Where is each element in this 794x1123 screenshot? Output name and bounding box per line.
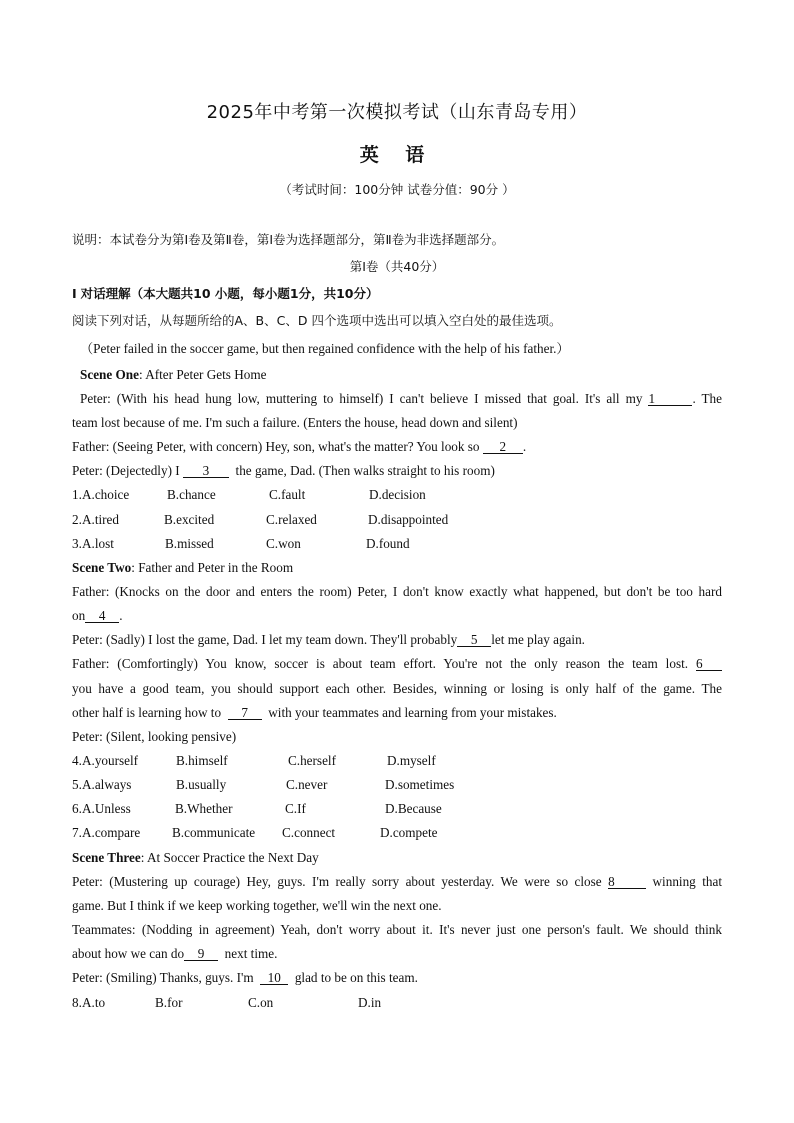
question-number: 5. (72, 777, 82, 792)
option-a: A.compare (82, 825, 141, 840)
text-segment: on (72, 608, 86, 623)
answer-blank-7: 7 (228, 706, 262, 720)
passage-line (72, 439, 722, 455)
option-b: B.chance (167, 487, 216, 502)
exam-note: 说明：本试卷分为第Ⅰ卷及第Ⅱ卷，第Ⅰ卷为选择题部分，第Ⅱ卷为非选择题部分。 (72, 232, 505, 247)
option-d: D.myself (387, 753, 436, 768)
text-segment: about how we can do (72, 946, 185, 961)
section-heading (72, 286, 722, 302)
option-b: B.usually (176, 777, 227, 792)
option-a: A.to (82, 995, 106, 1010)
text-segment: . (522, 439, 527, 454)
scene-two-title: Scene Two (72, 560, 132, 575)
option-b: B.Whether (175, 801, 233, 816)
passage-line: Teammates: (Nodding in agreement) Yeah, don't worry about it. It's never just one person's fault. We should think (72, 922, 722, 937)
option-b: B.himself (176, 753, 228, 768)
option-d: D.sometimes (385, 777, 455, 792)
text-segment: other half is learning how to (72, 705, 222, 720)
passage-line: you have a good team, you should support each other. Besides, winning or losing is only half of the game. The (72, 681, 722, 696)
text-segment: . (119, 608, 123, 623)
question-number: 7. (72, 825, 82, 840)
option-a: A.choice (82, 487, 130, 502)
scene-one-heading (80, 367, 730, 383)
section-directions: 阅读下列对话，从每题所给的A、B、C、D 四个选项中选出可以填入空白处的最佳选项。 (72, 313, 562, 328)
option-c: C.connect (282, 825, 336, 840)
answer-blank-5: 5 (457, 633, 491, 647)
passage-line: Peter: (Silent, looking pensive) (72, 729, 237, 744)
passage-line (72, 463, 722, 479)
text-segment: . The (692, 391, 723, 406)
text-segment: next time. (224, 946, 278, 961)
passage-line (72, 608, 722, 624)
text-segment: Father: (Seeing Peter, with concern) Hey, son, what's the matter? You look so (72, 439, 480, 454)
question-number: 6. (72, 801, 82, 816)
option-a: A.Unless (82, 801, 131, 816)
text-segment: Peter: (With his head hung low, muttering to himself) I can't believe I missed that goal. It's all my (80, 391, 643, 406)
answer-blank-1: 1 (648, 392, 692, 406)
part-title: 第Ⅰ卷（共40分） (349, 259, 445, 274)
text-segment: glad to be on this team. (294, 970, 418, 985)
answer-blank-8: 8 (608, 875, 646, 889)
passage-line (72, 705, 722, 721)
passage-line: game. But I think if we keep working together, we'll win the next one. (72, 898, 442, 913)
question-number: 1. (72, 487, 82, 502)
option-d: D.Because (385, 801, 442, 816)
passage-line (72, 632, 722, 648)
section-detail: （本大题共10 小题，每小题1分，共10分） (130, 286, 379, 301)
text-segment: winning that (652, 874, 722, 889)
text-segment: Peter: (Dejectedly) I (72, 463, 180, 478)
option-d: D.compete (380, 825, 438, 840)
scene-three-title: Scene Three (72, 850, 141, 865)
option-d: D.found (366, 536, 410, 551)
option-c: C.on (248, 995, 274, 1010)
question-number: 4. (72, 753, 82, 768)
option-a: A.tired (82, 512, 119, 527)
text-segment: the game, Dad. (Then walks straight to his room) (235, 463, 495, 478)
scene-one-title: Scene One (80, 367, 139, 382)
option-d: D.disappointed (368, 512, 449, 527)
passage-line (72, 656, 722, 672)
text-segment: Father: (Comfortingly) You know, soccer is about team effort. You're not the only reason the team lost. (72, 656, 689, 671)
option-b: B.communicate (172, 825, 256, 840)
question-number: 3. (72, 536, 82, 551)
text-segment: Peter: (Smiling) Thanks, guys. I'm (72, 970, 254, 985)
option-c: C.never (286, 777, 328, 792)
scene-three-desc: : At Soccer Practice the Next Day (140, 850, 319, 865)
exam-info: （考试时间：100分钟 试卷分值：90分 ） (279, 182, 515, 197)
text-segment: Peter: (Sadly) I lost the game, Dad. I let my team down. They'll probably (72, 632, 458, 647)
subject-title: 英 语 (359, 144, 435, 166)
passage-intro: （Peter failed in the soccer game, but then regained confidence with the help of his father.） (80, 341, 570, 356)
option-c: C.fault (269, 487, 306, 502)
option-b: B.missed (165, 536, 214, 551)
scene-one-desc: : After Peter Gets Home (138, 367, 267, 382)
passage-line (72, 946, 722, 962)
option-a: A.always (82, 777, 132, 792)
answer-blank-3: 3 (183, 464, 229, 478)
option-c: C.relaxed (266, 512, 317, 527)
passage-line (72, 970, 722, 986)
option-d: D.in (358, 995, 382, 1010)
text-segment: let me play again. (491, 632, 585, 647)
scene-two-desc: : Father and Peter in the Room (131, 560, 294, 575)
option-c: C.If (285, 801, 306, 816)
question-number: 2. (72, 512, 82, 527)
section-number: Ⅰ (72, 286, 77, 301)
answer-blank-9: 9 (184, 947, 218, 961)
text-segment: Peter: (Mustering up courage) Hey, guys. I'm really sorry about yesterday. We were so close (72, 874, 602, 889)
option-a: A.lost (82, 536, 114, 551)
answer-blank-2: 2 (483, 440, 523, 454)
passage-line: Father: (Knocks on the door and enters the room) Peter, I don't know exactly what happened, but don't be too hard (72, 584, 722, 599)
exam-title: 2025年中考第一次模拟考试（山东青岛专用） (206, 102, 588, 123)
option-b: B.for (155, 995, 183, 1010)
scene-three-heading (72, 850, 722, 866)
answer-blank-6: 6 (696, 657, 722, 671)
section-name: 对话理解 (80, 286, 131, 301)
passage-line: team lost because of me. I'm such a failure. (Enters the house, head down and silent) (72, 415, 518, 430)
scene-two-heading (72, 560, 722, 576)
answer-blank-4: 4 (85, 609, 119, 623)
option-c: C.won (266, 536, 301, 551)
question-number: 8. (72, 995, 82, 1010)
answer-blank-10: 10 (260, 971, 288, 985)
option-b: B.excited (164, 512, 215, 527)
option-d: D.decision (369, 487, 426, 502)
text-segment: with your teammates and learning from your mistakes. (268, 705, 557, 720)
passage-line (80, 391, 722, 407)
option-c: C.herself (288, 753, 336, 768)
option-a: A.yourself (82, 753, 139, 768)
passage-line (72, 874, 722, 890)
